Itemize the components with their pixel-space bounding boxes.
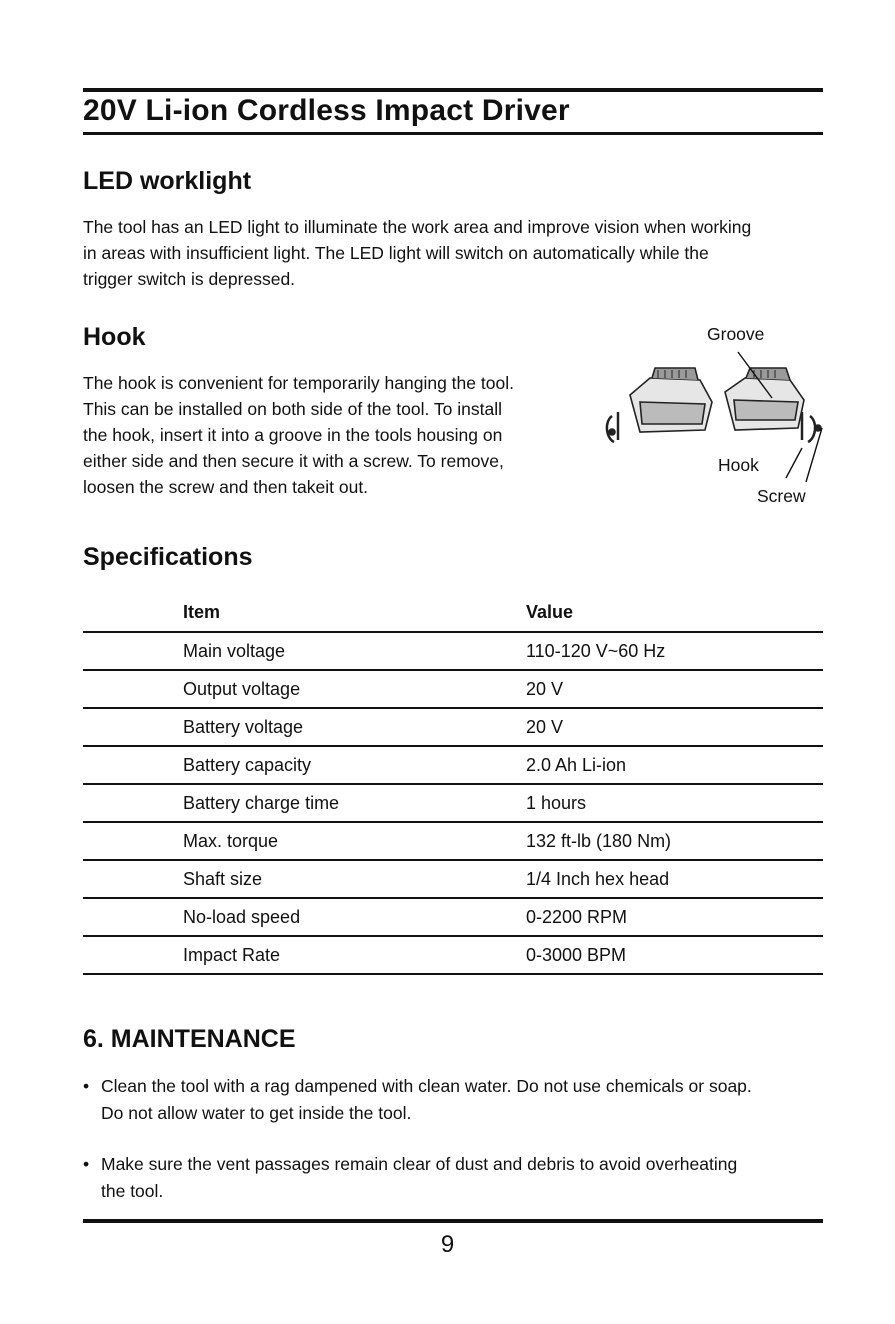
spec-value: 1/4 Inch hex head [526, 860, 823, 898]
table-row [83, 746, 823, 784]
table-row [83, 708, 823, 746]
bullet-line: Do not allow water to get inside the tool. [101, 1103, 412, 1123]
bullet-line: the tool. [101, 1181, 164, 1201]
bullet-line: Make sure the vent passages remain clear of dust and debris to avoid overheating [101, 1154, 738, 1174]
bullet-icon: • [83, 1076, 90, 1096]
table-row [83, 784, 823, 822]
spec-value: 20 V [526, 670, 823, 708]
spec-value: 110-120 V~60 Hz [526, 632, 823, 670]
spec-item: Output voltage [183, 670, 526, 708]
hook-paragraph [83, 370, 514, 500]
paragraph-line: the hook, insert it into a groove in the tools housing on [83, 425, 503, 445]
spacer-cell [83, 593, 183, 632]
paragraph-line: The hook is convenient for temporarily hanging the tool. [83, 373, 514, 393]
spec-item: Main voltage [183, 632, 526, 670]
paragraph-line: loosen the screw and then takeit out. [83, 477, 369, 497]
table-row [83, 632, 823, 670]
spec-value: 132 ft-lb (180 Nm) [526, 822, 823, 860]
bottom-rule [83, 1219, 823, 1223]
bullet-line: Clean the tool with a rag dampened with clean water. Do not use chemicals or soap. [101, 1076, 752, 1096]
paragraph-line: either side and then secure it with a screw. To remove, [83, 451, 504, 471]
spacer-cell [83, 822, 183, 860]
spec-item: No-load speed [183, 898, 526, 936]
spacer-cell [83, 784, 183, 822]
table-row [83, 898, 823, 936]
hook-heading: Hook [83, 323, 146, 351]
bullet-icon: • [83, 1154, 90, 1174]
list-item [83, 1151, 828, 1205]
table-header-row [83, 593, 823, 632]
spec-value: 2.0 Ah Li-ion [526, 746, 823, 784]
led-worklight-heading: LED worklight [83, 167, 252, 195]
spacer-cell [83, 632, 183, 670]
paragraph-line: trigger switch is depressed. [83, 269, 296, 289]
spec-item: Battery charge time [183, 784, 526, 822]
table-row [83, 822, 823, 860]
spec-value: 0-3000 BPM [526, 936, 823, 974]
hook-installation-figure [590, 320, 830, 515]
screw-label: Screw [757, 486, 806, 506]
spacer-cell [83, 746, 183, 784]
spacer-cell [83, 898, 183, 936]
paragraph-line: The tool has an LED light to illuminate the work area and improve vision when working [83, 217, 752, 237]
spec-item: Battery voltage [183, 708, 526, 746]
specifications-table [83, 593, 823, 975]
spec-item: Battery capacity [183, 746, 526, 784]
page-number: 9 [440, 1231, 455, 1258]
specifications-heading: Specifications [83, 543, 253, 571]
table-row [83, 670, 823, 708]
maintenance-heading: 6. MAINTENANCE [83, 1025, 296, 1053]
spacer-cell [83, 708, 183, 746]
spec-item: Max. torque [183, 822, 526, 860]
spec-value: 0-2200 RPM [526, 898, 823, 936]
spec-value: 1 hours [526, 784, 823, 822]
paragraph-line: This can be installed on both side of the tool. To install [83, 399, 502, 419]
spacer-cell [83, 936, 183, 974]
led-worklight-paragraph [83, 214, 751, 292]
spec-value: 20 V [526, 708, 823, 746]
list-item [83, 1073, 828, 1127]
table-row [83, 860, 823, 898]
paragraph-line: in areas with insufficient light. The LED light will switch on automatically while the [83, 243, 709, 263]
title-underline [83, 132, 823, 135]
hook-label: Hook [718, 455, 759, 475]
spec-item: Shaft size [183, 860, 526, 898]
groove-label: Groove [707, 324, 765, 344]
spacer-cell [83, 670, 183, 708]
spec-item: Impact Rate [183, 936, 526, 974]
table-row [83, 936, 823, 974]
item-column-header: Item [183, 593, 526, 632]
maintenance-list [83, 1073, 828, 1229]
value-column-header: Value [526, 593, 823, 632]
page-title: 20V Li-ion Cordless Impact Driver [83, 94, 570, 127]
spacer-cell [83, 860, 183, 898]
